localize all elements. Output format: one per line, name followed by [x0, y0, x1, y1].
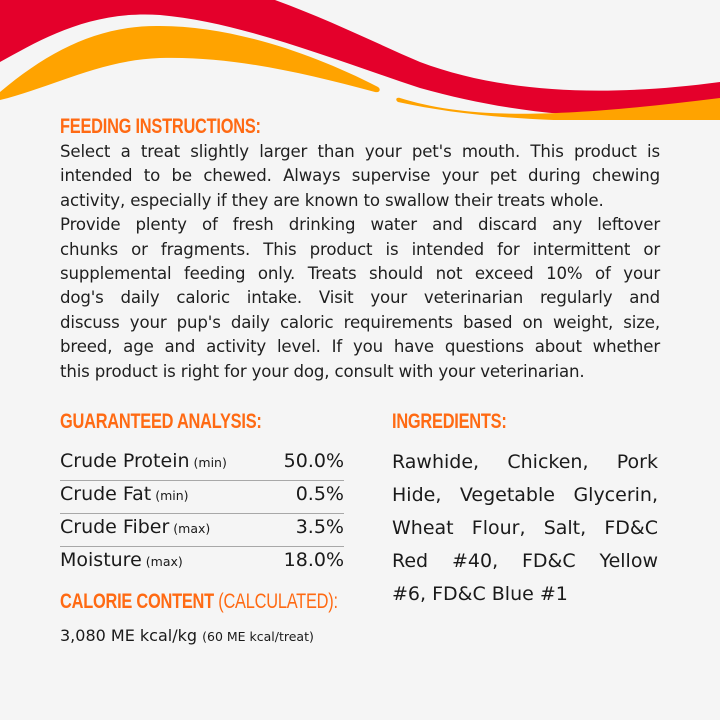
feeding-line: dog's daily caloric intake. Visit your veterinarian regularly and [60, 288, 660, 308]
ingredients-line: Hide, Vegetable Glycerin, [392, 484, 658, 506]
nutrient-name: Crude Protein [60, 450, 190, 472]
calorie-content-heading [60, 590, 338, 614]
analysis-row-fat [60, 481, 344, 514]
decorative-waves [0, 0, 720, 120]
guaranteed-analysis-heading: GUARANTEED ANALYSIS: [60, 410, 262, 433]
feeding-line: this product is right for your dog, consult with your veterinarian. [60, 361, 585, 381]
feeding-line: intended to be chewed. Always supervise your pet during chewing [60, 166, 660, 186]
feeding-line: breed, age and activity level. If you have questions about whether [60, 337, 660, 357]
nutrient-name: Moisture [60, 549, 142, 571]
analysis-row-protein [60, 448, 344, 481]
feeding-instructions-heading: FEEDING INSTRUCTIONS: [60, 115, 261, 138]
feeding-instructions-text [60, 140, 660, 384]
nutrient-value: 0.5% [295, 483, 344, 505]
nutrient-qualifier: (max) [173, 521, 211, 536]
nutrient-value: 50.0% [283, 450, 344, 472]
ingredients-list [392, 446, 658, 611]
nutrient-value: 3.5% [295, 516, 344, 538]
calorie-per-kg: 3,080 ME kcal/kg [60, 626, 198, 645]
analysis-row-moisture [60, 547, 344, 580]
feeding-line: supplemental feeding only. Treats should not exceed 10% of your [60, 264, 660, 284]
nutrient-name: Crude Fat [60, 483, 152, 505]
nutrient-qualifier: (min) [155, 488, 189, 503]
ingredients-heading: INGREDIENTS: [392, 410, 507, 433]
nutrient-qualifier: (max) [145, 554, 183, 569]
feeding-line: activity, especially if they are known to swallow their treats whole. [60, 190, 604, 210]
feeding-line: Provide plenty of fresh drinking water and discard any leftover [60, 215, 660, 235]
nutrient-qualifier: (min) [193, 455, 227, 470]
analysis-row-fiber [60, 514, 344, 547]
ingredients-line: #6, FD&C Blue #1 [392, 583, 568, 605]
calorie-per-treat: (60 ME kcal/treat) [202, 629, 314, 644]
feeding-line: chunks or fragments. This product is intended for intermittent or [60, 239, 660, 259]
calorie-heading-main: CALORIE CONTENT [60, 590, 214, 613]
guaranteed-analysis-table [60, 448, 344, 580]
feeding-line: Select a treat slightly larger than your pet's mouth. This product is [60, 142, 660, 161]
calorie-content-value [60, 626, 314, 645]
nutrient-value: 18.0% [283, 549, 344, 571]
feeding-line: discuss your pup's daily caloric requirements based on weight, size, [60, 312, 660, 332]
ingredients-line: Red #40, FD&C Yellow [392, 550, 658, 572]
nutrient-name: Crude Fiber [60, 516, 170, 538]
ingredients-line: Rawhide, Chicken, Pork [392, 451, 658, 473]
ingredients-line: Wheat Flour, Salt, FD&C [392, 517, 658, 539]
calorie-heading-sub: (CALCULATED): [218, 590, 338, 613]
